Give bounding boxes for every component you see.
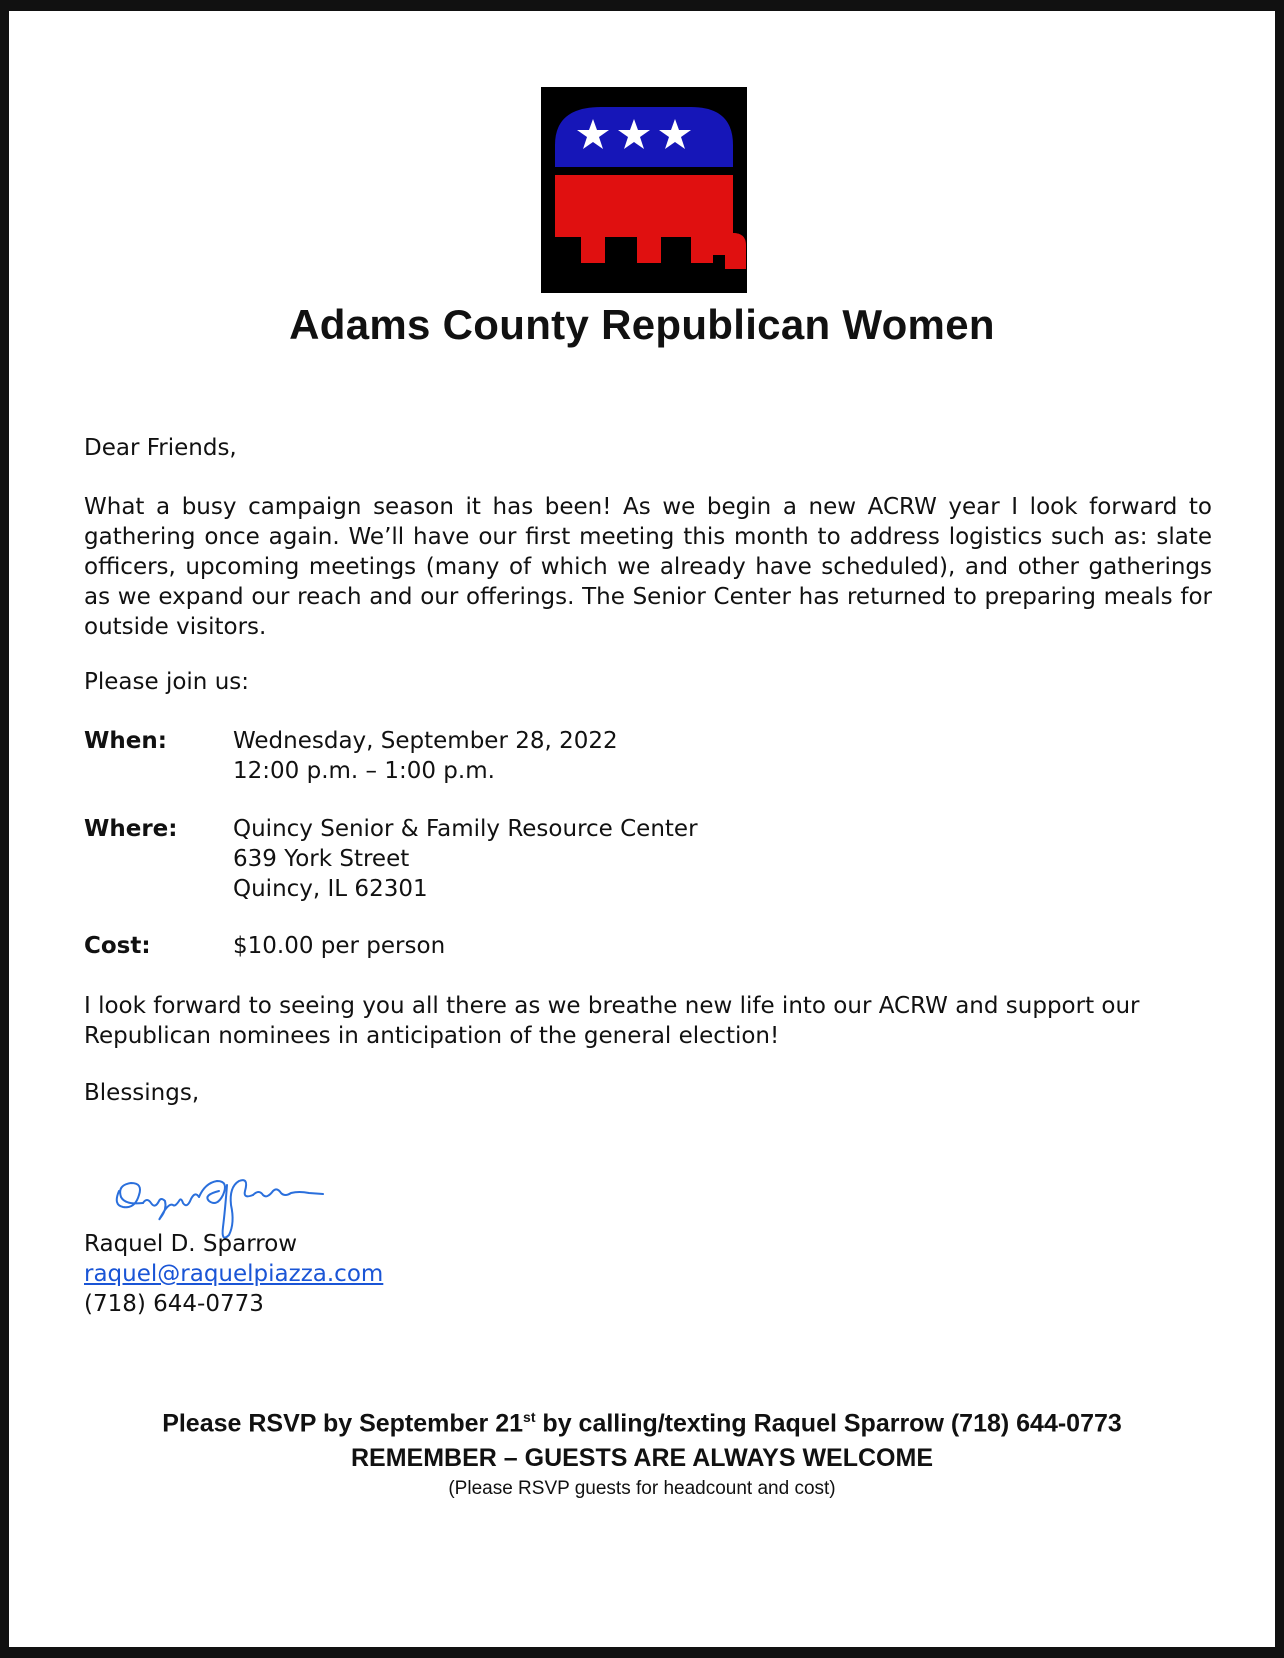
rsvp-note: (Please RSVP guests for headcount and cost)	[448, 1478, 836, 1499]
republican-elephant-logo	[541, 87, 747, 293]
remember-line: REMEMBER – GUESTS ARE ALWAYS WELCOME	[350, 1444, 933, 1472]
sender-name: Raquel D. Sparrow	[84, 1231, 298, 1257]
cost-label: Cost:	[84, 933, 151, 959]
rsvp-line	[9, 1409, 1275, 1438]
sender-email-link[interactable]: raquel@raquelpiazza.com	[84, 1261, 384, 1287]
elephant-icon	[541, 87, 747, 293]
rsvp-ordinal: st	[523, 1409, 536, 1425]
cost-value: $10.00 per person	[233, 933, 446, 959]
rsvp-suffix: by calling/texting Raquel Sparrow (718) 644-0773	[535, 1409, 1122, 1438]
greeting: Dear Friends,	[84, 435, 237, 461]
letter-page	[9, 11, 1275, 1647]
invite-text: Please join us:	[84, 669, 249, 695]
sender-phone: (718) 644-0773	[84, 1291, 264, 1317]
where-name: Quincy Senior & Family Resource Center	[233, 816, 698, 842]
rsvp-prefix: Please RSVP by September 21	[162, 1409, 524, 1438]
where-label: Where:	[84, 816, 178, 842]
where-street: 639 York Street	[233, 846, 410, 872]
organization-title: Adams County Republican Women	[289, 301, 995, 348]
where-city: Quincy, IL 62301	[233, 876, 428, 902]
intro-paragraph: What a busy campaign season it has been! As we begin a new ACRW year I look forward to gathering once again. We’ll have our first meeting this month to address logistics such as: slate officers, upcoming meetings (many of which we already have scheduled), and other gatherings as we expand our reach and our offerings. The Senior Center has returned to preparing meals for outside visitors.	[84, 494, 1212, 640]
when-label: When:	[84, 728, 167, 754]
closing-paragraph: I look forward to seeing you all there as we breathe new life into our ACRW and support our Republican nominees in anticipation of the general election!	[84, 993, 1140, 1049]
when-time: 12:00 p.m. – 1:00 p.m.	[233, 758, 495, 784]
when-date: Wednesday, September 28, 2022	[233, 728, 618, 754]
sign-off: Blessings,	[84, 1080, 200, 1106]
